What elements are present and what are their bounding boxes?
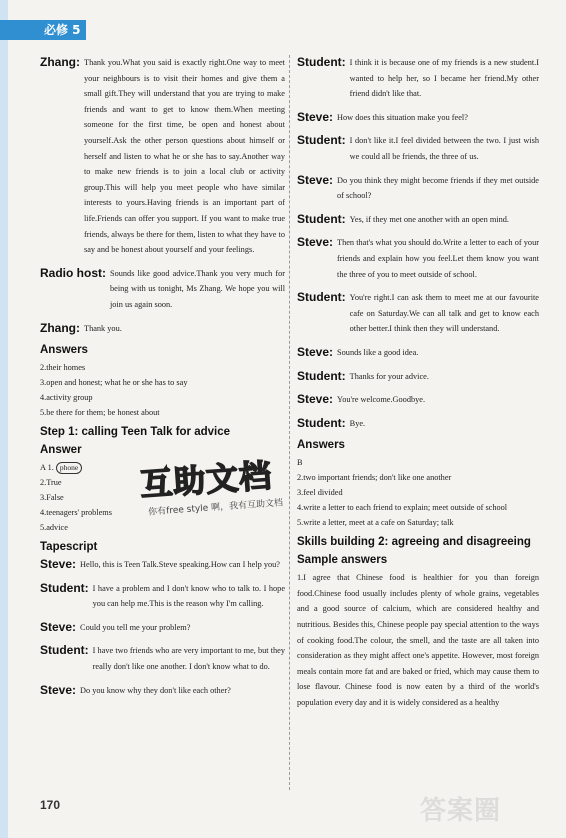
step-heading: Step 1: calling Teen Talk for advice xyxy=(40,426,231,439)
answer-item: B xyxy=(297,458,303,468)
dialogue-text: Thank you. xyxy=(84,323,122,333)
book-volume-tab: 必修 5 xyxy=(0,20,86,40)
dialogue-line xyxy=(40,581,285,612)
dialogue-line xyxy=(40,557,285,573)
speaker-label: Student: xyxy=(297,290,346,305)
speaker-label: Student: xyxy=(297,133,346,148)
dialogue-text: Yes, if they met one another with an open mind. xyxy=(349,214,509,224)
answer-item: 5.write a letter, meet at a cafe on Saturday; talk xyxy=(297,518,454,528)
dialogue-text: Do you think they might become friends if they met outside of school? xyxy=(337,175,539,201)
dialogue-line xyxy=(297,290,539,337)
dialogue-line xyxy=(297,369,539,385)
dialogue-text: Bye. xyxy=(349,418,366,428)
dialogue-line xyxy=(297,55,539,102)
dialogue-text: Do you know why they don't like each other? xyxy=(80,685,231,695)
dialogue-text: You're right.I can ask them to meet me at our favourite cafe on Saturday.We can all talk and get to know each other better.I think then they will understand. xyxy=(349,293,539,334)
answers-heading: Answers xyxy=(40,344,88,357)
speaker-label: Radio host: xyxy=(40,265,106,280)
watermark-logo: 互助文档 xyxy=(138,456,274,504)
dialogue-text: Then that's what you should do.Write a letter to each of your friends and explain how you feel.Let them know you want the three of you to meet outside of school. xyxy=(337,238,539,279)
dialogue-text: Sounds like a good idea. xyxy=(337,347,419,357)
tapescript-heading: Tapescript xyxy=(40,541,98,554)
speaker-label: Student: xyxy=(297,368,346,383)
dialogue-line xyxy=(297,416,539,432)
speaker-label: Steve: xyxy=(297,235,334,250)
answer-item: 4.teenagers' problems xyxy=(40,508,112,518)
speaker-label: Student: xyxy=(297,211,346,226)
answer-item: 2.their homes xyxy=(40,363,86,373)
dialogue-line xyxy=(297,235,539,282)
answers-list xyxy=(297,455,539,530)
answer-item: 3.open and honest; what he or she has to say xyxy=(40,378,188,388)
dialogue-text: Thank you.What you said is exactly right.One way to meet your neighbours is to visit their homes and give them a small gift.They will understand that you are trying to make friends and want to get to know them.When meeting someone for the first time, be open and honest about yourself.Ask the other person questions about himself or herself and listen to what he or she has to say.Another way to make new friends is to join a local club or activity group.This will help you meet people who have similar interests to yours.Having friends is an important part of life.Friends can offer you support. If you want to make true friends, always be there for them, listen to what they have to say and be honest about yourself and your feelings. xyxy=(84,58,285,255)
speaker-label: Zhang: xyxy=(40,320,80,335)
dialogue-text: I have a problem and I don't know who to talk to. I hope you can help me.This is the reason why I'm calling. xyxy=(92,583,285,609)
answer-item: 3.False xyxy=(40,493,64,503)
answer-item: 4.activity group xyxy=(40,393,93,403)
dialogue-line xyxy=(297,345,539,361)
dialogue-text: I think it is because one of my friends is a new student.I wanted to help her, so I became her friend.My other friend didn't like that. xyxy=(349,58,539,99)
left-margin-bar xyxy=(0,0,8,838)
page-number: 170 xyxy=(40,798,61,812)
dialogue-line xyxy=(40,620,285,636)
answers-list xyxy=(40,360,285,420)
answer-prefix: A 1. xyxy=(40,463,54,473)
answer-item: 2.two important friends; don't like one another xyxy=(297,473,452,483)
speaker-label: Steve: xyxy=(297,172,334,187)
dialogue-text: How does this situation make you feel? xyxy=(337,112,468,122)
dialogue-line xyxy=(40,266,285,313)
answer-item: 5.advice xyxy=(40,523,68,533)
answer-item: 3.feel divided xyxy=(297,488,343,498)
dialogue-text: Could you tell me your problem? xyxy=(80,622,191,632)
speaker-label: Steve: xyxy=(297,344,334,359)
speaker-label: Student: xyxy=(297,415,346,430)
answer-heading: Answer xyxy=(40,444,82,457)
left-column xyxy=(40,55,285,706)
dialogue-text: I don't like it.I feel divided between the two. I just wish we could all be friends, the three of us. xyxy=(349,136,539,161)
corner-watermark: 答案圈 xyxy=(420,796,502,826)
speaker-label: Steve: xyxy=(40,682,77,697)
right-column xyxy=(297,55,539,711)
dialogue-text: I have two friends who are very important to me, but they really don't like one another. I don't know what to do. xyxy=(92,646,285,672)
answer-item: 5.be there for them; be honest about xyxy=(40,408,160,418)
column-divider xyxy=(289,55,290,790)
dialogue-line xyxy=(297,212,539,228)
speaker-label: Student: xyxy=(297,55,346,69)
speaker-label: Steve: xyxy=(297,392,334,407)
answers-heading: Answers xyxy=(297,439,345,452)
circled-answer: phone xyxy=(56,462,82,474)
dialogue-text: Hello, this is Teen Talk.Steve speaking.How can I help you? xyxy=(80,560,280,570)
speaker-label: Student: xyxy=(40,643,89,658)
speaker-label: Zhang: xyxy=(40,55,80,69)
dialogue-text: You're welcome.Goodbye. xyxy=(337,395,426,405)
answer-item: 2.True xyxy=(40,478,62,488)
sample-answers-heading: Sample answers xyxy=(297,554,388,567)
sample-answer-text: 1.I agree that Chinese food is healthier for you than foreign food.Chinese food usually includes plenty of whole grains, vegetables and a good source of calcium, which are considered healthy and nutritious. Besides this, Chinese people pay special attention to the ways of cooking food.The colour, the smell, and the taste are all taken into consideration as they might affect one's appetite. However, most foreign meals contain more fat and are baked or fried, which may cause them to lose flavour. Chinese food is now eaten by a third of the world's population every day and it is widely considered as a healthy xyxy=(297,573,539,708)
dialogue-line xyxy=(297,110,539,126)
dialogue-line xyxy=(40,321,285,337)
dialogue-line xyxy=(40,55,285,258)
skills-heading: Skills building 2: agreeing and disagreeing xyxy=(297,536,531,549)
speaker-label: Student: xyxy=(40,580,89,595)
answer-item: 4.write a letter to each friend to explain; meet outside of school xyxy=(297,503,508,513)
speaker-label: Steve: xyxy=(297,109,334,124)
dialogue-line xyxy=(297,392,539,408)
dialogue-line xyxy=(297,133,539,164)
watermark-slogan: 你有free style 啊，我有互助文档 xyxy=(147,498,284,518)
speaker-label: Steve: xyxy=(40,619,77,634)
dialogue-line xyxy=(40,683,285,699)
dialogue-text: Thanks for your advice. xyxy=(349,371,429,381)
speaker-label: Steve: xyxy=(40,557,77,572)
dialogue-line xyxy=(40,643,285,674)
dialogue-text: Sounds like good advice.Thank you very much for being with us tonight, Ms Zhang. We hope you will join us again soon. xyxy=(110,268,285,309)
dialogue-line xyxy=(297,173,539,204)
